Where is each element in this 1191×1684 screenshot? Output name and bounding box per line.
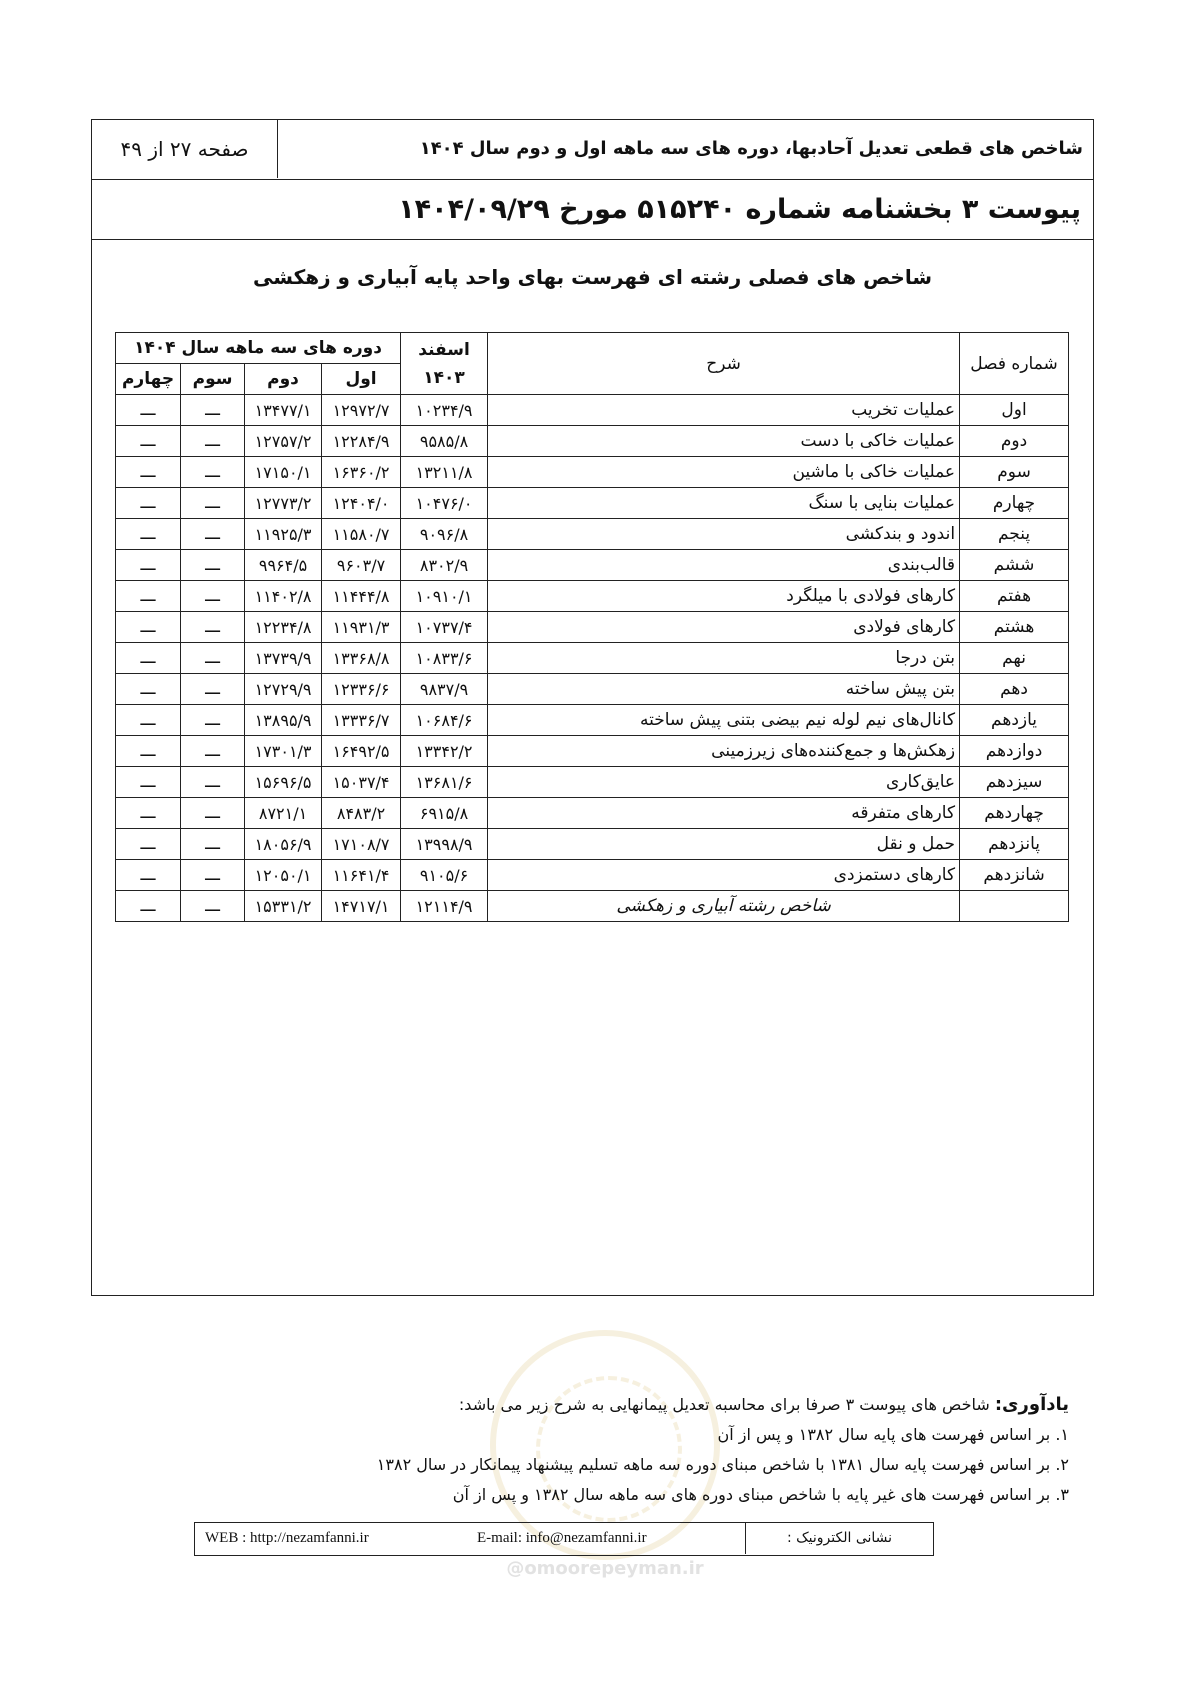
cell-sharh: قالب‌بندی (488, 550, 960, 581)
cell-q4: ـــ (116, 643, 181, 674)
total-row (116, 891, 1069, 922)
cell-q1: ۱۱۹۳۱/۳ (322, 612, 401, 643)
cell-q3: ـــ (181, 395, 245, 426)
cell-fasl: سیزدهم (960, 767, 1069, 798)
cell-q4: ـــ (116, 488, 181, 519)
cell-q3: ـــ (181, 674, 245, 705)
note-item: ۲. بر اساس فهرست پایه سال ۱۳۸۱ با شاخص مبنای دوره سه ماهه تسلیم پیشنهاد پیمانکار در سال ۱۳۸۲ (376, 1455, 1069, 1474)
index-table (115, 332, 1069, 922)
cell-fasl: سوم (960, 457, 1069, 488)
cell-q1: ۱۵۰۳۷/۴ (322, 767, 401, 798)
cell-q3: ـــ (181, 798, 245, 829)
cell-q3: ـــ (181, 643, 245, 674)
cell-q2: ۱۳۸۹۵/۹ (245, 705, 322, 736)
cell-q2: ۱۱۴۰۲/۸ (245, 581, 322, 612)
cell-q4: ـــ (116, 395, 181, 426)
cell-sharh: عملیات بنایی با سنگ (488, 488, 960, 519)
cell-q2: ۱۲۷۷۳/۲ (245, 488, 322, 519)
page-number: صفحه ۲۷ از ۴۹ (92, 120, 278, 178)
cell-q3: ـــ (181, 736, 245, 767)
table-row (116, 674, 1069, 705)
cell-esfand: ۱۳۹۹۸/۹ (401, 829, 488, 860)
cell-q1: ۱۲۲۸۴/۹ (322, 426, 401, 457)
cell-q2: ۱۸۰۵۶/۹ (245, 829, 322, 860)
circular-title: پیوست ۳ بخشنامه شماره ۵۱۵۲۴۰ مورخ ۱۴۰۴/۰۹/۲۹ (92, 180, 1093, 240)
cell-esfand: ۱۳۶۸۱/۶ (401, 767, 488, 798)
notes-lead: یادآوری: (994, 1394, 1069, 1415)
table-row (116, 457, 1069, 488)
cell-q1: ۱۶۳۶۰/۲ (322, 457, 401, 488)
cell-q1: ۹۶۰۳/۷ (322, 550, 401, 581)
table-row (116, 550, 1069, 581)
cell-fasl: پانزدهم (960, 829, 1069, 860)
cell-sharh: اندود و بندکشی (488, 519, 960, 550)
cell-q4: ـــ (116, 457, 181, 488)
cell-sharh: کارهای متفرقه (488, 798, 960, 829)
cell-q3: ـــ (181, 519, 245, 550)
cell-q3: ـــ (181, 581, 245, 612)
cell-q1: ۱۲۹۷۲/۷ (322, 395, 401, 426)
cell-esfand: ۱۰۸۳۳/۶ (401, 643, 488, 674)
index-table-body (116, 395, 1069, 922)
cell-q3: ـــ (181, 457, 245, 488)
cell-q4: ـــ (116, 860, 181, 891)
table-row (116, 705, 1069, 736)
cell-q1: ۱۱۶۴۱/۴ (322, 860, 401, 891)
cell-esfand: ۱۰۴۷۶/۰ (401, 488, 488, 519)
footer-contact (194, 1522, 934, 1556)
cell-q1: ۱۱۵۸۰/۷ (322, 519, 401, 550)
table-row (116, 612, 1069, 643)
header-row (92, 120, 1093, 180)
cell-esfand: ۱۳۲۱۱/۸ (401, 457, 488, 488)
cell-q1: ۱۲۳۳۶/۶ (322, 674, 401, 705)
cell-sharh: کارهای فولادی (488, 612, 960, 643)
cell-q1: ۱۱۴۴۴/۸ (322, 581, 401, 612)
header-esfand-text: اسفند ۱۴۰۳ (418, 339, 470, 388)
cell-q2: ۹۹۶۴/۵ (245, 550, 322, 581)
cell-q4: ـــ (116, 612, 181, 643)
cell-q3: ـــ (181, 550, 245, 581)
watermark-text: @omoorepeyman.ir (506, 1558, 704, 1579)
notes-intro-line (309, 1390, 1069, 1420)
cell-q4: ـــ (116, 705, 181, 736)
cell-sharh: حمل و نقل (488, 829, 960, 860)
header-q1: اول (322, 364, 401, 395)
cell-fasl: هفتم (960, 581, 1069, 612)
table-row (116, 829, 1069, 860)
table-row (116, 736, 1069, 767)
cell-q3: ـــ (181, 705, 245, 736)
cell-fasl: اول (960, 395, 1069, 426)
table-subtitle: شاخص های فصلی رشته ای فهرست بهای واحد پایه آبیاری و زهکشی (253, 265, 932, 289)
header-esfand (401, 333, 488, 395)
cell-fasl: چهارم (960, 488, 1069, 519)
cell-fasl-empty (960, 891, 1069, 922)
cell-esfand: ۹۸۳۷/۹ (401, 674, 488, 705)
cell-q3: ـــ (181, 829, 245, 860)
cell-q2: ۱۲۷۵۷/۲ (245, 426, 322, 457)
table-row (116, 395, 1069, 426)
header-q2: دوم (245, 364, 322, 395)
cell-q2: ۱۲۲۳۴/۸ (245, 612, 322, 643)
table-row (116, 488, 1069, 519)
cell-q1: ۱۷۱۰۸/۷ (322, 829, 401, 860)
cell-fasl: یازدهم (960, 705, 1069, 736)
cell-esfand: ۹۵۸۵/۸ (401, 426, 488, 457)
cell-q4: ـــ (116, 736, 181, 767)
cell-sharh: عایق‌کاری (488, 767, 960, 798)
cell-fasl: نهم (960, 643, 1069, 674)
cell-sharh: بتن پیش ساخته (488, 674, 960, 705)
note-item: ۳. بر اساس فهرست های غیر پایه با شاخص مبنای دوره های سه ماهه سال ۱۳۸۲ و پس از آن (452, 1485, 1069, 1504)
cell-q4: ـــ (116, 674, 181, 705)
cell-q4: ـــ (116, 829, 181, 860)
note-item: ۱. بر اساس فهرست های پایه سال ۱۳۸۲ و پس از آن (717, 1425, 1069, 1444)
cell-esfand: ۸۳۰۲/۹ (401, 550, 488, 581)
table-row (116, 767, 1069, 798)
cell-sharh: کارهای فولادی با میلگرد (488, 581, 960, 612)
cell-q2: ۱۵۳۳۱/۲ (245, 891, 322, 922)
table-row (116, 519, 1069, 550)
cell-fasl: هشتم (960, 612, 1069, 643)
header-q4: چهارم (116, 364, 181, 395)
cell-q2: ۸۷۲۱/۱ (245, 798, 322, 829)
cell-q2: ۱۱۹۲۵/۳ (245, 519, 322, 550)
cell-q1: ۸۴۸۳/۲ (322, 798, 401, 829)
notes-intro: شاخص های پیوست ۳ صرفا برای محاسبه تعدیل پیمانهایی به شرح زیر می باشد: (458, 1395, 990, 1414)
cell-q4: ـــ (116, 891, 181, 922)
cell-fasl: دوم (960, 426, 1069, 457)
cell-q2: ۱۵۶۹۶/۵ (245, 767, 322, 798)
cell-q2: ۱۲۰۵۰/۱ (245, 860, 322, 891)
cell-sharh: عملیات تخریب (488, 395, 960, 426)
table-row (116, 643, 1069, 674)
cell-sharh: شاخص رشته آبیاری و زهکشی (488, 891, 960, 922)
notes-section (309, 1390, 1069, 1510)
cell-sharh: عملیات خاکی با دست (488, 426, 960, 457)
cell-esfand: ۹۰۹۶/۸ (401, 519, 488, 550)
cell-q4: ـــ (116, 798, 181, 829)
header-quarter-group: دوره های سه ماهه سال ۱۴۰۴ (116, 333, 401, 364)
cell-fasl: چهاردهم (960, 798, 1069, 829)
cell-fasl: دوازدهم (960, 736, 1069, 767)
cell-q1: ۱۳۳۶۸/۸ (322, 643, 401, 674)
cell-fasl: شانزدهم (960, 860, 1069, 891)
cell-sharh: عملیات خاکی با ماشین (488, 457, 960, 488)
cell-fasl: دهم (960, 674, 1069, 705)
cell-esfand: ۱۰۶۸۴/۶ (401, 705, 488, 736)
cell-q4: ـــ (116, 581, 181, 612)
cell-esfand: ۱۳۳۴۲/۲ (401, 736, 488, 767)
table-row (116, 426, 1069, 457)
header-title: شاخص های قطعی تعدیل آحادبها، دوره های سه ماهه اول و دوم سال ۱۴۰۴ (419, 138, 1083, 159)
cell-q4: ـــ (116, 767, 181, 798)
cell-sharh: کانال‌های نیم لوله نیم بیضی بتنی پیش ساخته (488, 705, 960, 736)
cell-q4: ـــ (116, 550, 181, 581)
cell-q2: ۱۲۷۲۹/۹ (245, 674, 322, 705)
cell-q3: ـــ (181, 891, 245, 922)
cell-q3: ـــ (181, 612, 245, 643)
table-row (116, 581, 1069, 612)
cell-fasl: پنجم (960, 519, 1069, 550)
header-sharh: شرح (488, 333, 960, 395)
cell-esfand: ۱۰۹۱۰/۱ (401, 581, 488, 612)
cell-q2: ۱۷۱۵۰/۱ (245, 457, 322, 488)
cell-q3: ـــ (181, 767, 245, 798)
cell-q3: ـــ (181, 860, 245, 891)
cell-sharh: زهکش‌ها و جمع‌کننده‌های زیرزمینی (488, 736, 960, 767)
cell-esfand: ۱۰۷۳۷/۴ (401, 612, 488, 643)
cell-q1: ۱۴۷۱۷/۱ (322, 891, 401, 922)
cell-esfand: ۶۹۱۵/۸ (401, 798, 488, 829)
footer-web: WEB : http://nezamfanni.ir (205, 1530, 369, 1546)
header-fasl: شماره فصل (960, 333, 1069, 395)
cell-q1: ۱۶۴۹۲/۵ (322, 736, 401, 767)
cell-sharh: کارهای دستمزدی (488, 860, 960, 891)
footer-email: E-mail: info@nezamfanni.ir (477, 1530, 647, 1546)
cell-q4: ـــ (116, 519, 181, 550)
table-row (116, 860, 1069, 891)
cell-q3: ـــ (181, 426, 245, 457)
cell-q2: ۱۳۴۷۷/۱ (245, 395, 322, 426)
cell-esfand: ۱۰۲۳۴/۹ (401, 395, 488, 426)
cell-sharh: بتن درجا (488, 643, 960, 674)
cell-q2: ۱۷۳۰۱/۳ (245, 736, 322, 767)
cell-q3: ـــ (181, 488, 245, 519)
page-frame (91, 119, 1094, 1296)
header-q3: سوم (181, 364, 245, 395)
cell-q1: ۱۲۴۰۴/۰ (322, 488, 401, 519)
cell-esfand: ۹۱۰۵/۶ (401, 860, 488, 891)
cell-fasl: ششم (960, 550, 1069, 581)
cell-esfand: ۱۲۱۱۴/۹ (401, 891, 488, 922)
cell-q4: ـــ (116, 426, 181, 457)
cell-q2: ۱۳۷۳۹/۹ (245, 643, 322, 674)
table-row (116, 798, 1069, 829)
footer-label: نشانی الکترونیک : (745, 1523, 933, 1554)
cell-q1: ۱۳۳۳۶/۷ (322, 705, 401, 736)
